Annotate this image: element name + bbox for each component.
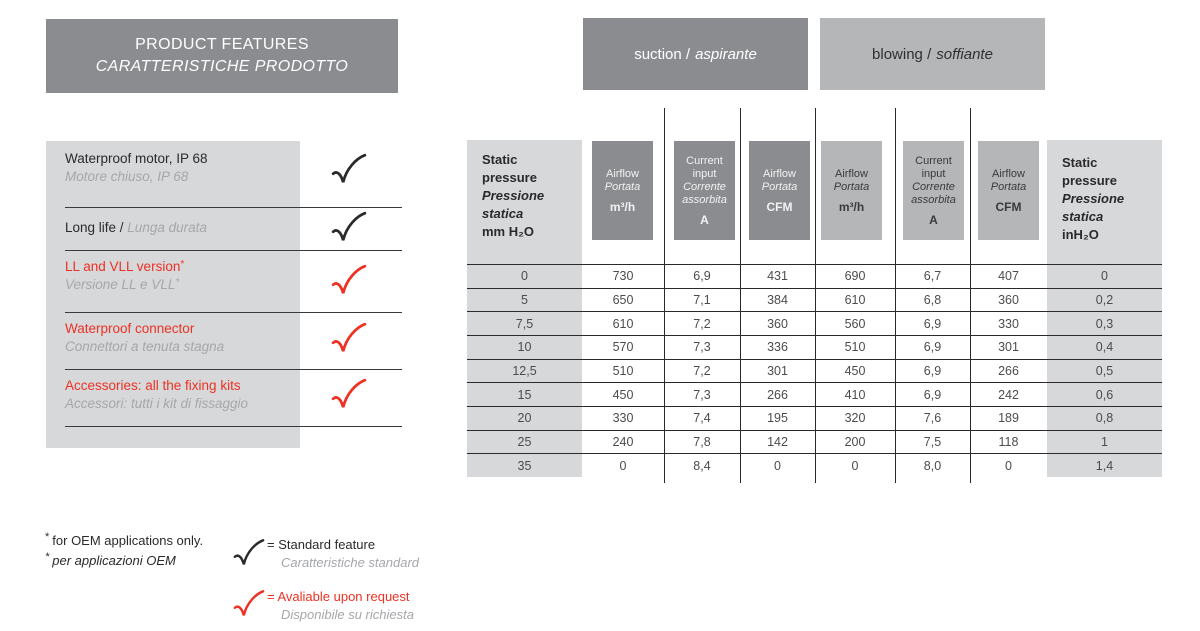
column-header-line1: Current input: [915, 154, 952, 180]
table-cell: 240: [612, 435, 634, 450]
table-cell: 320: [844, 411, 866, 426]
table-cell: 690: [844, 269, 866, 284]
table-cell: 336: [767, 340, 788, 355]
table-cell: 450: [612, 387, 634, 402]
table-cell: 301: [998, 340, 1019, 355]
asterisk-marker: *: [45, 531, 50, 543]
asterisk-marker: *: [180, 259, 185, 270]
product-features-title-it: CARATTERISTICHE PRODOTTO: [95, 58, 349, 75]
footnote-oem-en: [45, 533, 203, 548]
legend-standard-label: = Standard feature: [267, 537, 376, 552]
column-header-line1: Current input: [686, 154, 723, 180]
table-cell: 560: [844, 316, 866, 331]
column-header-line2: Portata: [990, 180, 1027, 193]
table-cell: 8,0: [923, 458, 942, 473]
header-line: pressure: [1062, 173, 1117, 188]
feature-item: [65, 258, 295, 294]
feature-title-en: Long life /: [65, 220, 128, 235]
table-cell: 0: [774, 458, 781, 473]
table-row: [467, 406, 1162, 430]
table-row: [467, 359, 1162, 383]
legend-standard: [267, 536, 419, 572]
feature-item: [65, 219, 295, 237]
table-cell: 330: [998, 316, 1019, 331]
feature-divider: [65, 312, 402, 313]
header-line: statica: [1062, 209, 1104, 224]
table-cell: 510: [844, 340, 866, 355]
table-row: [467, 335, 1162, 359]
feature-title-en: Accessories: all the fixing kits: [65, 378, 241, 393]
table-cell: 6,9: [923, 316, 942, 331]
table-cell: 35: [517, 458, 532, 473]
table-cell: 7,6: [923, 411, 942, 426]
table-cell: 7,2: [693, 316, 711, 331]
table-cell: 570: [612, 340, 634, 355]
table-cell: 1,4: [1095, 458, 1114, 473]
table-cell: 410: [844, 387, 866, 402]
legend-on-request-sub: Disponibile su richiesta: [281, 607, 414, 622]
table-cell: 7,8: [693, 435, 711, 450]
table-cell: 407: [998, 269, 1019, 284]
table-cell: 301: [767, 364, 788, 379]
table-cell: 0,4: [1095, 340, 1114, 355]
suction-group-header: [583, 18, 808, 90]
table-cell: 7,5: [923, 435, 942, 450]
legend-standard-sub: Caratteristiche standard: [281, 555, 420, 570]
table-cell: 6,9: [693, 269, 711, 284]
standard-check-icon: [233, 536, 265, 570]
table-cell: 12,5: [512, 364, 537, 379]
table-row: [467, 430, 1162, 454]
feature-item: [65, 150, 295, 186]
table-cell: 15: [517, 387, 532, 402]
static-pressure-mm-header: [482, 151, 592, 241]
static-pressure-in-header: [1062, 154, 1172, 244]
table-cell: 6,9: [923, 364, 942, 379]
table-cell: 610: [612, 316, 634, 331]
feature-item: [65, 377, 295, 413]
table-cell: 5: [521, 293, 528, 307]
feature-divider: [65, 207, 402, 208]
column-header-blowing-mh: [821, 141, 882, 240]
table-cell: 510: [612, 364, 634, 379]
feature-divider: [65, 369, 402, 370]
table-cell: 360: [767, 316, 788, 331]
feature-title-en: Waterproof connector: [65, 321, 195, 336]
column-header-line2: Corrente assorbita: [682, 180, 727, 206]
suction-label-en: suction /: [634, 45, 691, 63]
column-header-line1: Airflow: [605, 167, 639, 180]
table-cell: 360: [998, 293, 1019, 307]
product-features-header: [46, 19, 398, 93]
column-header-line1: Airflow: [991, 167, 1025, 180]
table-row: [467, 453, 1162, 477]
column-header-line1: Airflow: [762, 167, 796, 180]
performance-table-rows: [467, 264, 1162, 477]
table-row: [467, 382, 1162, 406]
legend-on-request-label: = Avaliable upon request: [267, 589, 410, 604]
feature-title-en: Waterproof motor, IP 68: [65, 151, 208, 166]
table-cell: 266: [767, 387, 788, 402]
product-features-title-en: PRODUCT FEATURES: [135, 36, 309, 53]
table-row: [467, 288, 1162, 312]
table-cell: 118: [998, 435, 1019, 450]
column-header-unit: m³/h: [838, 199, 865, 214]
feature-divider: [65, 250, 402, 251]
column-header-suction-mh: [592, 141, 653, 240]
standard-check-icon: [331, 211, 367, 244]
request-check-icon: [331, 322, 367, 355]
table-cell: 431: [767, 269, 788, 284]
column-header-blowing-CFM: [978, 141, 1039, 240]
header-line: statica: [482, 206, 524, 221]
column-header-line2: Corrente assorbita: [911, 180, 956, 206]
table-cell: 242: [998, 387, 1019, 402]
footnote-oem-en-text: for OEM applications only.: [52, 533, 204, 548]
feature-title-en: LL and VLL version*: [65, 259, 185, 274]
table-cell: 6,9: [923, 340, 942, 355]
table-cell: 0: [521, 269, 528, 284]
request-check-icon: [331, 378, 367, 411]
table-cell: 730: [612, 269, 634, 284]
footnote-oem-it-text: per applicazioni OEM: [52, 553, 176, 568]
column-header-unit: A: [700, 212, 709, 227]
table-cell: 8,4: [693, 458, 711, 473]
table-cell: 0,6: [1095, 387, 1114, 402]
table-cell: 7,1: [693, 293, 711, 307]
table-cell: 6,7: [923, 269, 942, 284]
column-header-suction-A: [674, 141, 735, 240]
feature-item: [65, 320, 295, 356]
table-cell: 10: [517, 340, 532, 355]
feature-subtitle-it: Lunga durata: [127, 220, 207, 235]
table-cell: 0,5: [1095, 364, 1114, 379]
header-unit: inH₂O: [1062, 227, 1099, 242]
table-cell: 7,4: [693, 411, 711, 426]
header-unit: mm H₂O: [482, 224, 535, 239]
table-cell: 0: [1005, 458, 1012, 473]
table-cell: 0,2: [1095, 293, 1114, 307]
feature-subtitle-it: Motore chiuso, IP 68: [65, 169, 189, 184]
column-header-unit: CFM: [995, 199, 1022, 214]
footnote-oem-it: [45, 553, 176, 568]
column-header-unit: A: [929, 212, 938, 227]
table-cell: 7,5: [515, 316, 534, 331]
table-cell: 330: [612, 411, 634, 426]
table-cell: 0: [1101, 269, 1108, 284]
request-check-icon: [331, 264, 367, 297]
table-cell: 1: [1101, 435, 1108, 450]
header-line: Static: [1062, 155, 1098, 170]
table-cell: 0: [851, 458, 859, 473]
table-cell: 6,8: [923, 293, 942, 307]
feature-subtitle-it: Accessori: tutti i kit di fissaggio: [65, 396, 249, 411]
table-cell: 0,8: [1095, 411, 1114, 426]
table-cell: 0: [619, 458, 627, 473]
table-cell: 450: [844, 364, 866, 379]
table-cell: 0,3: [1095, 316, 1114, 331]
table-cell: 7,3: [693, 387, 711, 402]
table-cell: 200: [844, 435, 866, 450]
feature-subtitle-it: Versione LL e VLL*: [65, 277, 180, 292]
column-header-unit: m³/h: [609, 199, 636, 214]
table-cell: 6,9: [923, 387, 942, 402]
table-cell: 142: [767, 435, 788, 450]
standard-check-icon: [331, 153, 367, 186]
table-cell: 7,3: [693, 340, 711, 355]
table-row: [467, 311, 1162, 335]
table-row: [467, 264, 1162, 288]
feature-divider: [65, 426, 402, 427]
column-header-line2: Portata: [761, 180, 798, 193]
table-cell: 7,2: [693, 364, 711, 379]
column-header-blowing-A: [903, 141, 964, 240]
suction-label-it: aspirante: [695, 45, 757, 63]
table-cell: 384: [767, 293, 788, 307]
header-line: pressure: [482, 170, 537, 185]
column-header-line2: Portata: [833, 180, 870, 193]
header-line: Pressione: [482, 188, 545, 203]
table-cell: 610: [844, 293, 866, 307]
table-cell: 20: [517, 411, 532, 426]
feature-subtitle-it: Connettori a tenuta stagna: [65, 339, 225, 354]
column-header-line2: Portata: [604, 180, 641, 193]
blowing-label-en: blowing /: [872, 45, 932, 63]
asterisk-marker: *: [175, 277, 180, 288]
column-header-unit: CFM: [766, 199, 793, 214]
table-cell: 195: [767, 411, 788, 426]
table-cell: 189: [998, 411, 1019, 426]
column-header-line1: Airflow: [834, 167, 868, 180]
asterisk-marker: *: [45, 551, 50, 563]
table-cell: 650: [612, 293, 634, 307]
table-cell: 266: [998, 364, 1019, 379]
blowing-group-header: [820, 18, 1045, 90]
feature-label: [65, 219, 295, 237]
table-cell: 25: [517, 435, 532, 450]
column-header-suction-CFM: [749, 141, 810, 240]
header-line: Pressione: [1062, 191, 1125, 206]
legend-on-request: [267, 588, 414, 624]
blowing-label-it: soffiante: [936, 45, 993, 63]
header-line: Static: [482, 152, 518, 167]
request-check-icon: [233, 586, 265, 622]
